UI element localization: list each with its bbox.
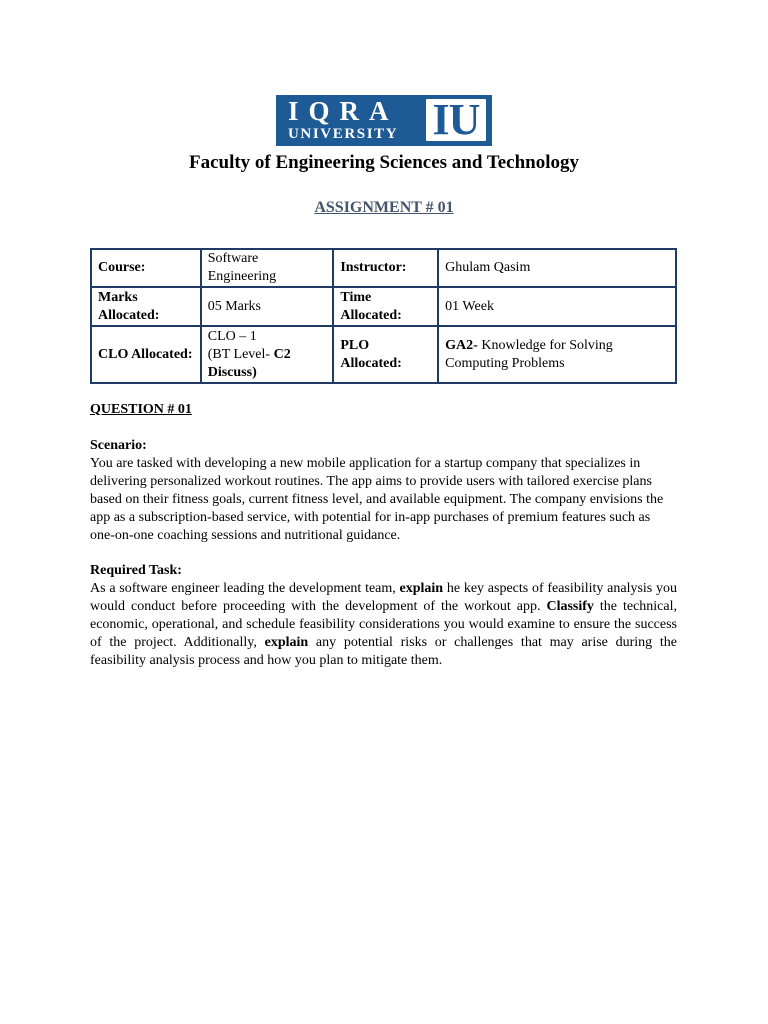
plo-label: PLO Allocated: <box>333 326 438 383</box>
instructor-label: Instructor: <box>333 249 438 287</box>
marks-value: 05 Marks <box>201 287 334 326</box>
clo-value-level: C2 Discuss) <box>207 346 291 380</box>
assignment-title: ASSIGNMENT # 01 <box>314 199 454 216</box>
required-task-text <box>90 580 677 670</box>
task-keyword-explain: explain <box>399 581 444 596</box>
clo-label: CLO Allocated: <box>91 326 201 383</box>
time-label: Time Allocated: <box>333 287 438 326</box>
question-title: QUESTION # 01 <box>90 402 192 417</box>
task-keyword-classify: Classify <box>546 599 594 614</box>
task-text-part: the technical, economic, operational, and schedule feasibility considerations you would examine to ensure the success of the project. Additionally, <box>90 599 677 650</box>
scenario-text: You are tasked with developing a new mobile application for a startup company that specializes in delivering personalized workout routines. The app aims to provide users with tailored exercise plans based on their fitness goals, current fitness level, and available equipment. The company envisions the app as a subscription-based service, with potential for in-app purchases of premium features such as one-on-one coaching sessions and nutritional guidance. <box>90 456 664 543</box>
required-task-heading: Required Task: <box>90 563 182 578</box>
task-keyword-explain: explain <box>264 635 309 650</box>
marks-label: Marks Allocated: <box>91 287 201 326</box>
plo-value <box>438 326 676 383</box>
time-value: 01 Week <box>438 287 676 326</box>
clo-value-line2: (BT Level- <box>207 346 274 362</box>
instructor-value: Ghulam Qasim <box>438 249 676 287</box>
task-text-part: As a software engineer leading the development team, <box>90 581 400 596</box>
plo-value-text: Knowledge for Solving Computing Problems <box>445 337 613 371</box>
table-row <box>91 326 676 383</box>
table-row <box>91 287 676 326</box>
clo-value-line1: CLO – 1 <box>207 328 257 344</box>
faculty-title: Faculty of Engineering Sciences and Technology <box>188 152 580 173</box>
course-value: Software Engineering <box>201 249 334 287</box>
plo-value-code: GA2- <box>445 337 478 353</box>
course-label: Course: <box>91 249 201 287</box>
logo-university-text: UNIVERSITY <box>288 126 399 142</box>
assignment-info-table <box>90 248 677 384</box>
scenario-heading: Scenario: <box>90 438 147 453</box>
task-text-part: any potential risks or challenges that may arise during the feasibility analysis process and how you plan to mitigate them. <box>90 635 677 668</box>
table-row <box>91 249 676 287</box>
logo-iu-mark <box>426 95 486 144</box>
clo-value <box>201 326 334 383</box>
logo-iu-text: IU <box>432 95 480 144</box>
task-text-part: he key aspects of feasibility analysis you would conduct before proceeding with the development of the workout app. <box>90 581 677 614</box>
logo-iqra-text: IQRA <box>288 96 399 126</box>
iqra-university-logo <box>276 95 492 146</box>
